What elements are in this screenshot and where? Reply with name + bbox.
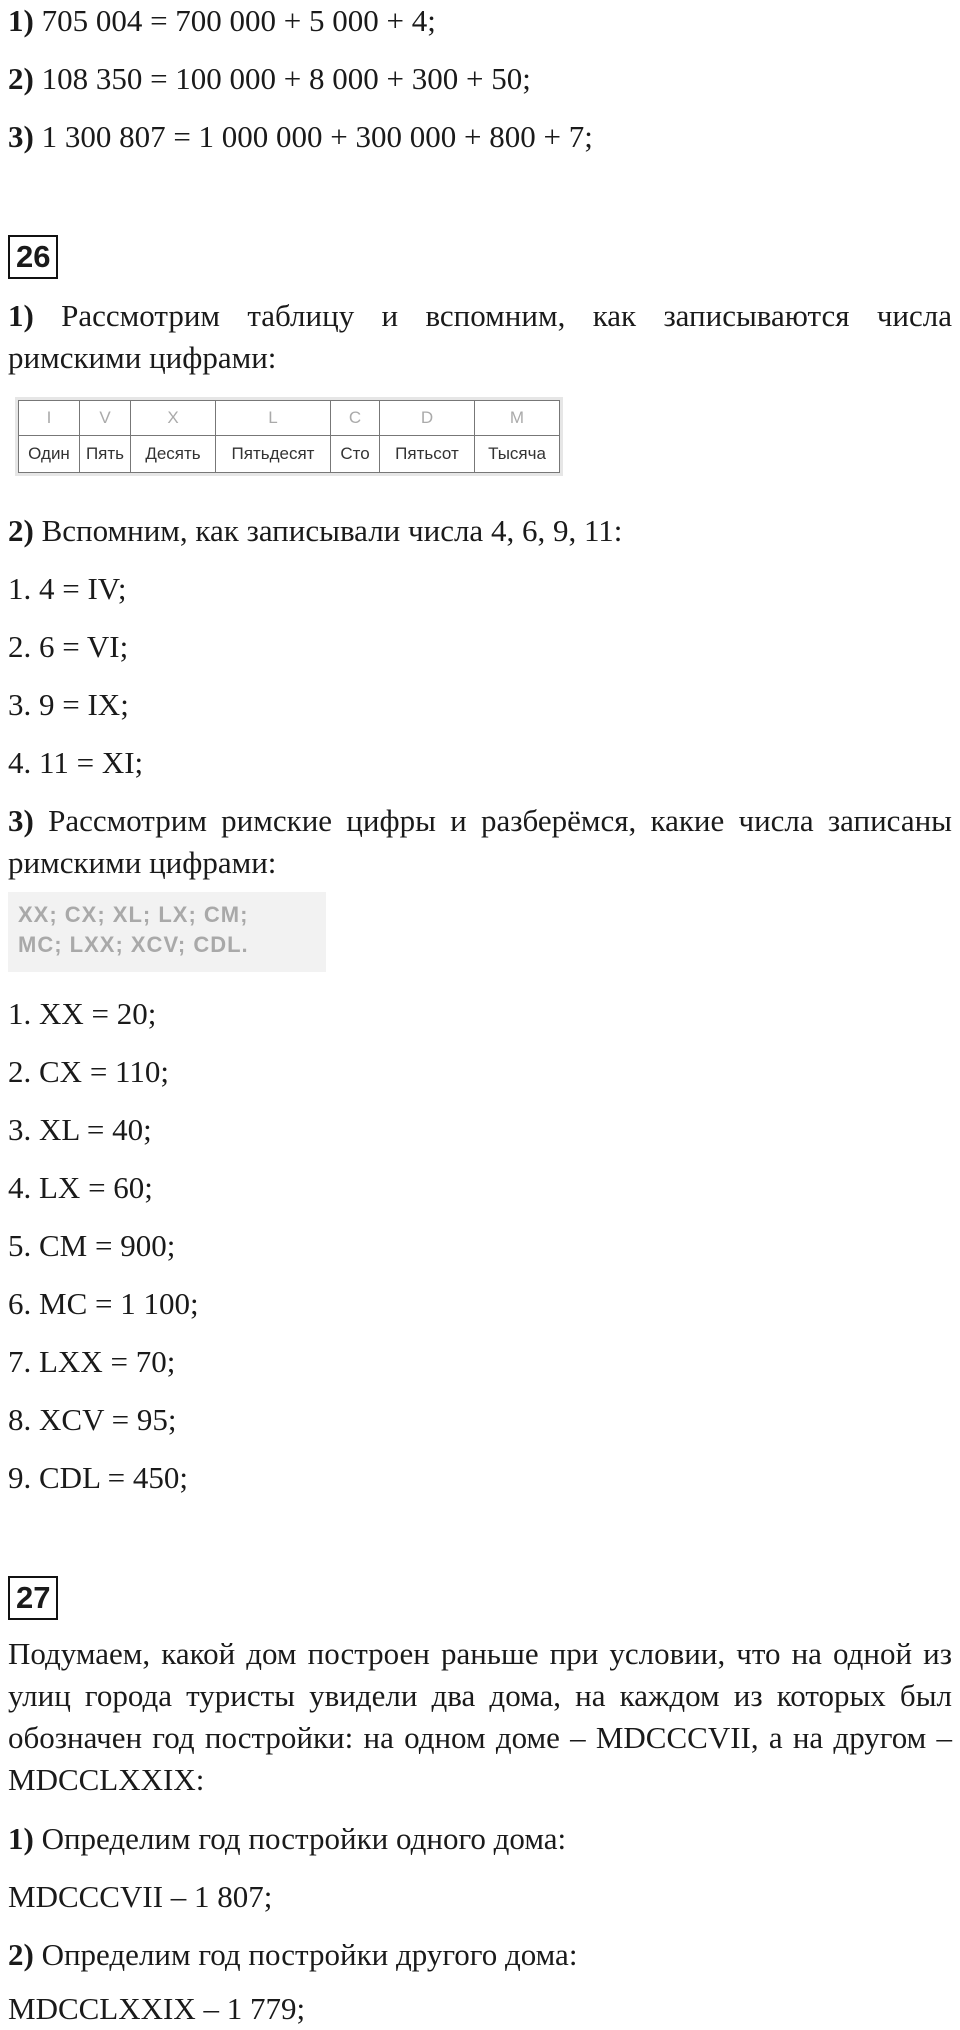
equation-line-1: 1) 705 004 = 700 000 + 5 000 + 4; xyxy=(8,3,436,38)
roman-symbol-cell: V xyxy=(80,401,131,436)
roman-name-cell: Пятьдесят xyxy=(216,436,331,473)
roman-numerals-table xyxy=(18,400,560,473)
roman-name-cell: Пятьсот xyxy=(380,436,475,473)
task26-step1: 1) Рассмотрим таблицу и вспомним, как записываются числа римскими цифрами: xyxy=(8,298,952,375)
task27-result2: MDCCLXXIX – 1 779; xyxy=(8,1991,306,2026)
roman-name-cell: Пять xyxy=(80,436,131,473)
task27-step2: 2) Определим год постройки другого дома: xyxy=(8,1937,578,1972)
task26-list2-item: 1. 4 = IV; xyxy=(8,571,127,606)
roman-samples-row: XX; CX; XL; LX; CM; xyxy=(18,902,249,927)
task26-list3-item: 2. CX = 110; xyxy=(8,1054,170,1089)
task26-list2-item: 4. 11 = XI; xyxy=(8,745,144,780)
roman-name-cell: Десять xyxy=(131,436,216,473)
equation-line-3: 3) 1 300 807 = 1 000 000 + 300 000 + 800 + 7; xyxy=(8,119,593,154)
task26-list3-item: 5. CM = 900; xyxy=(8,1228,176,1263)
roman-symbol-cell: M xyxy=(475,401,560,436)
task26-list2-item: 3. 9 = IX; xyxy=(8,687,129,722)
task26-list3-item: 8. XCV = 95; xyxy=(8,1402,177,1437)
equation-line-2: 2) 108 350 = 100 000 + 8 000 + 300 + 50; xyxy=(8,61,531,96)
task26-step2: 2) Вспомним, как записывали числа 4, 6, 9, 11: xyxy=(8,513,623,548)
task26-list3-item: 9. CDL = 450; xyxy=(8,1460,188,1495)
task-number-26: 26 xyxy=(8,235,58,279)
roman-symbol-cell: L xyxy=(216,401,331,436)
task27-result1: MDCCCVII – 1 807; xyxy=(8,1879,273,1914)
roman-symbols-row xyxy=(19,401,560,436)
task27-step1: 1) Определим год постройки одного дома: xyxy=(8,1821,567,1856)
roman-samples-image xyxy=(8,892,326,972)
roman-name-cell: Один xyxy=(19,436,80,473)
roman-symbol-cell: D xyxy=(380,401,475,436)
roman-symbol-cell: C xyxy=(331,401,380,436)
task26-list3-item: 1. XX = 20; xyxy=(8,996,157,1031)
task26-list3-item: 6. MC = 1 100; xyxy=(8,1286,199,1321)
task26-list3-item: 3. XL = 40; xyxy=(8,1112,152,1147)
roman-samples-row: MC; LXX; XCV; CDL. xyxy=(18,932,249,957)
task26-step3: 3) Рассмотрим римские цифры и разберёмся, какие числа записаны римскими цифрами: xyxy=(8,803,952,880)
roman-names-row xyxy=(19,436,560,473)
roman-symbol-cell: I xyxy=(19,401,80,436)
roman-symbol-cell: X xyxy=(131,401,216,436)
roman-name-cell: Сто xyxy=(331,436,380,473)
task26-list2-item: 2. 6 = VI; xyxy=(8,629,129,664)
roman-name-cell: Тысяча xyxy=(475,436,560,473)
task26-list3-item: 4. LX = 60; xyxy=(8,1170,153,1205)
task26-list3-item: 7. LXX = 70; xyxy=(8,1344,176,1379)
task27-intro: Подумаем, какой дом построен раньше при условии, что на одной из улиц города туристы увидели два дома, на каждом из которых был обозначен год постройки: на одном доме – MDCCCVII, а на другом – MDCCLXXIX: xyxy=(8,1636,952,1797)
task-number-27: 27 xyxy=(8,1576,58,1620)
